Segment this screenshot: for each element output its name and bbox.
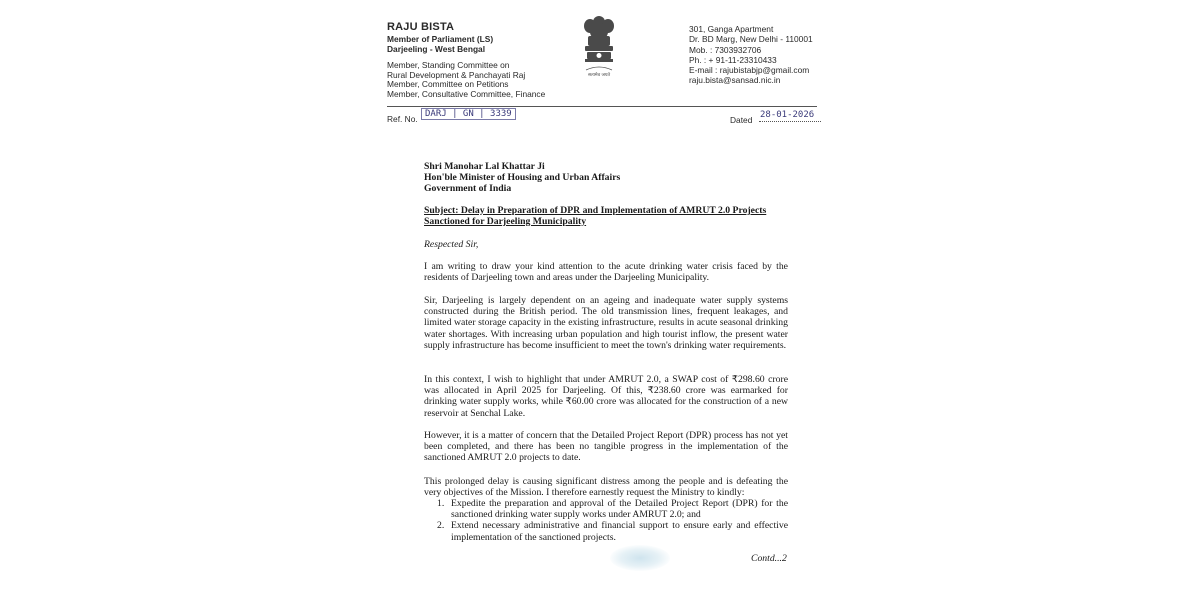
letter-page (370, 0, 830, 600)
reference-line (387, 110, 823, 126)
emblem-motto: सत्यमेव जयते (587, 73, 611, 78)
dated-value: 28-01-2026 (760, 110, 815, 120)
ref-label: Ref. No. (387, 114, 418, 124)
body-paragraph: In this context, I wish to highlight that under AMRUT 2.0, a SWAP cost of ₹298.60 crore was allocated in April 2025 for Darjeeling. Of this, ₹238.60 crore was earmarked for drinking water supply works, while ₹60.00 crore was allocated for the construction of a new reservoir at Senchal Lake. (424, 374, 788, 419)
addressee-block: Shri Manohar Lal Khattar Ji Hon'ble Minister of Housing and Urban Affairs Government of India (424, 161, 621, 194)
body-paragraph: Sir, Darjeeling is largely dependent on an ageing and inadequate water supply systems constructed during the British period. The old transmission lines, frequent leakages, and limited water storage capacity in the existing infrastructure, results in acute seasonal drinking water shortages. With increasing urban population and high tourist inflow, the present water supply infrastructure has become insufficient to meet the town's drinking water requirements. (424, 295, 788, 351)
list-number: 1. (437, 498, 445, 509)
national-emblem-icon (578, 12, 620, 78)
salutation: Respected Sir, (424, 239, 479, 250)
body-paragraph: However, it is a matter of concern that the Detailed Project Report (DPR) process has not yet been completed, and there has been no tangible progress in the implementation of the sanctioned AMRUT 2.0 projects to date. (424, 430, 788, 464)
sender-name: RAJU BISTA (387, 21, 455, 33)
sender-committees: Member, Standing Committee on Rural Development & Panchayati Raj Member, Committee on Petitions Member, Consultative Committee, Finance (387, 60, 546, 99)
list-text: Expedite the preparation and approval of the Detailed Project Report (DPR) for the sanctioned drinking water supply works under AMRUT 2.0; and (451, 498, 788, 521)
body-paragraph: This prolonged delay is causing significant distress among the people and is defeating the very objectives of the Mission. I therefore earnestly request the Ministry to kindly: (424, 476, 788, 499)
request-list (424, 498, 788, 543)
blurred-region (610, 545, 670, 571)
list-item (424, 498, 788, 520)
sender-title: Member of Parliament (LS) Darjeeling - West Bengal (387, 34, 494, 54)
list-item (424, 520, 788, 542)
letterhead-divider (387, 106, 817, 107)
dated-underline (759, 121, 821, 122)
list-text: Extend necessary administrative and financial support to ensure early and effective implementation of the sanctioned projects. (451, 520, 788, 543)
subject-line: Subject: Delay in Preparation of DPR and Implementation of AMRUT 2.0 Projects Sanctioned for Darjeeling Municipality (424, 205, 767, 227)
list-number: 2. (437, 520, 445, 532)
body-paragraph: I am writing to draw your kind attention to the acute drinking water crisis faced by the residents of Darjeeling town and areas under the Darjeeling Municipality. (424, 261, 788, 284)
sender-contact: 301, Ganga Apartment Dr. BD Marg, New Delhi - 110001 Mob. : 7303932706 Ph. : + 91-11-23310433 E-mail : rajubistabjp@gmail.com raju.bista@sansad.nic.in (689, 24, 813, 86)
dated-label: Dated (730, 115, 753, 125)
ref-number: DARJ | GN | 3339 (421, 108, 516, 120)
continued-marker: Contd...2 (751, 553, 787, 564)
